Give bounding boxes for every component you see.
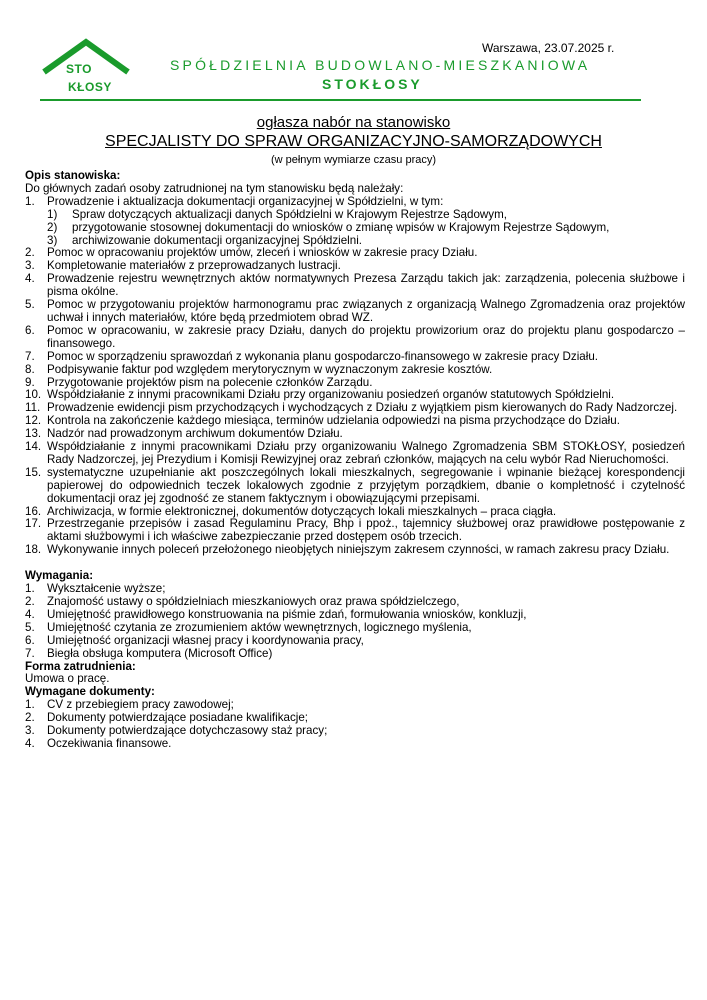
sub-list-item: 1) Spraw dotyczących aktualizacji danych Spółdzielni w Krajowym Rejestrze Sądowym,: [47, 207, 507, 221]
announcement-line: ogłasza nabór na stanowisko: [256, 114, 451, 131]
list-item: 13. Nadzór nad prowadzonym archiwum dokumentów Działu.: [25, 427, 343, 441]
section-heading-employment-form: Forma zatrudnienia:: [25, 659, 136, 673]
list-item: 4. Oczekiwania finansowe.: [25, 736, 172, 750]
employment-form-text: Umowa o pracę.: [25, 672, 110, 686]
list-item: 8. Podpisywanie faktur pod względem merytorycznym w wyznaczonym zakresie kosztów.: [25, 362, 493, 376]
list-item: 12. Kontrola na zakończenie każdego miesiąca, terminów udzielania odpowiedzi na pisma przychodzące do Działu.: [25, 414, 620, 428]
section-intro: Do głównych zadań osoby zatrudnionej na tym stanowisku będą należały:: [25, 181, 404, 195]
list-item: 9. Przygotowanie projektów pism na polecenie członków Zarządu.: [25, 375, 373, 389]
section-heading-description: Opis stanowiska:: [25, 169, 121, 182]
list-item: 7. Pomoc w sporządzeniu sprawozdań z wykonania planu gospodarczo-finansowego w zakresie pracy Działu.: [25, 349, 598, 363]
document-body: [25, 170, 685, 751]
header-divider: [40, 99, 641, 101]
list-item: 10. Współdziałanie z innymi pracownikami Działu przy organizowaniu posiedzeń organów statutowych Spółdzielni.: [25, 388, 615, 402]
list-item: 15. systematyczne uzupełnianie akt poszczególnych lokali mieszkalnych, segregowanie i wpinanie bieżącej korespondencji papierowej do odpowiednich teczek lokalowych zgodnie z przyjętym porządkiem, dbanie o kompletność i czytelność dokumentacji oraz jej zgodność ze stanem faktycznym i obowiązującymi przepisami.: [25, 465, 685, 505]
employment-note: (w pełnym wymiarze czasu pracy): [270, 154, 437, 166]
section-heading-requirements: Wymagania:: [25, 569, 94, 583]
list-item: 1. Wykształcenie wyższe;: [25, 582, 166, 596]
list-item: 14. Współdziałanie z innymi pracownikami Działu przy organizowaniu Walnego Zgromadzenia SBM STOKŁOSY, posiedzeń Rady Nadzorczej, jej Prezydium i Komisji Rewizyjnej oraz zebrań członków, mających na celu wybór Rad Nieruchomości.: [25, 440, 685, 466]
list-item: 1. Prowadzenie i aktualizacja dokumentacji organizacyjnej w Spółdzielni, w tym:: [25, 194, 444, 208]
list-item: 2. Pomoc w opracowaniu projektów umów, zleceń i wniosków w zakresie pracy Działu.: [25, 246, 478, 260]
list-item: 7. Biegła obsługa komputera (Microsoft Office): [25, 646, 273, 660]
list-item: 2. Znajomość ustawy o spółdzielniach mieszkaniowych oraz prawa spółdzielczego,: [25, 595, 460, 608]
position-title: SPECJALISTY DO SPRAW ORGANIZACYJNO-SAMORZĄDOWYCH: [105, 133, 602, 150]
list-item: 5. Umiejętność czytania ze zrozumieniem aktów wewnętrznych, logicznego myślenia,: [25, 620, 472, 634]
logo-text-bottom: KŁOSY: [68, 80, 112, 94]
list-item: 18. Wykonywanie innych poleceń przełożonego nieobjętych niniejszym zakresem czynności, w ramach zakresu pracy Działu.: [25, 543, 670, 557]
list-item: 4. Prowadzenie rejestru wewnętrznych aktów normatywnych Prezesa Zarządu takich jak: zarządzenia, polecenia służbowe i pisma okólne.: [25, 272, 685, 299]
list-item: 16. Archiwizacja, w formie elektronicznej, dokumentów dotyczących lokali mieszkalnych – praca ciągła.: [25, 504, 557, 518]
organization-name: SPÓŁDZIELNIA BUDOWLANO-MIESZKANIOWA: [170, 57, 591, 73]
sub-list-item: 2) przygotowanie stosownej dokumentacji do wniosków o zmianę wpisów w Krajowym Rejestrze Sądowym,: [47, 220, 610, 234]
list-item: 3. Kompletowanie materiałów z przeprowadzanych lustracji.: [25, 259, 341, 273]
list-item: 17. Przestrzeganie przepisów i zasad Regulaminu Pracy, Bhp i ppoż., tajemnicy służbowej oraz prawidłowe postępowanie z aktami służbowymi i ich właściwe zabezpieczanie przed dostępem osób trzecich.: [25, 517, 685, 544]
list-item: 4. Umiejętność prawidłowego konstruowania na piśmie zdań, formułowania wniosków, konkluzji,: [25, 607, 527, 621]
list-item: 11. Prowadzenie ewidencji pism przychodzących i wychodzących z Działu z wyjątkiem pism kierowanych do Rady Nadzorczej.: [25, 401, 678, 415]
list-item: 3. Dokumenty potwierdzające dotychczasowy staż pracy;: [25, 724, 328, 738]
organization-short-name: STOKŁOSY: [322, 76, 423, 92]
list-item: 6. Pomoc w opracowaniu, w zakresie pracy Działu, danych do projektu prowizorium oraz do projektu planu gospodarczo – finansowego.: [25, 323, 685, 350]
sub-list-item: 3) archiwizowanie dokumentacji organizacyjnej Spółdzielni.: [47, 233, 362, 247]
list-item: 5. Pomoc w przygotowaniu projektów harmonogramu prac związanych z organizacją Walnego Zgromadzenia oraz projektów uchwał i innych materiałów, które będą przedmiotem obrad WZ.: [25, 298, 685, 324]
list-item: 2. Dokumenty potwierdzające posiadane kwalifikacje;: [25, 711, 308, 725]
section-heading-documents: Wymagane dokumenty:: [25, 685, 155, 699]
logo-text-top: STO: [66, 62, 92, 76]
document-date: Warszawa, 23.07.2025 r.: [482, 41, 615, 55]
list-item: 6. Umiejętność organizacji własnej pracy i koordynowania pracy,: [25, 633, 364, 647]
list-item: 1. CV z przebiegiem pracy zawodowej;: [25, 698, 234, 712]
